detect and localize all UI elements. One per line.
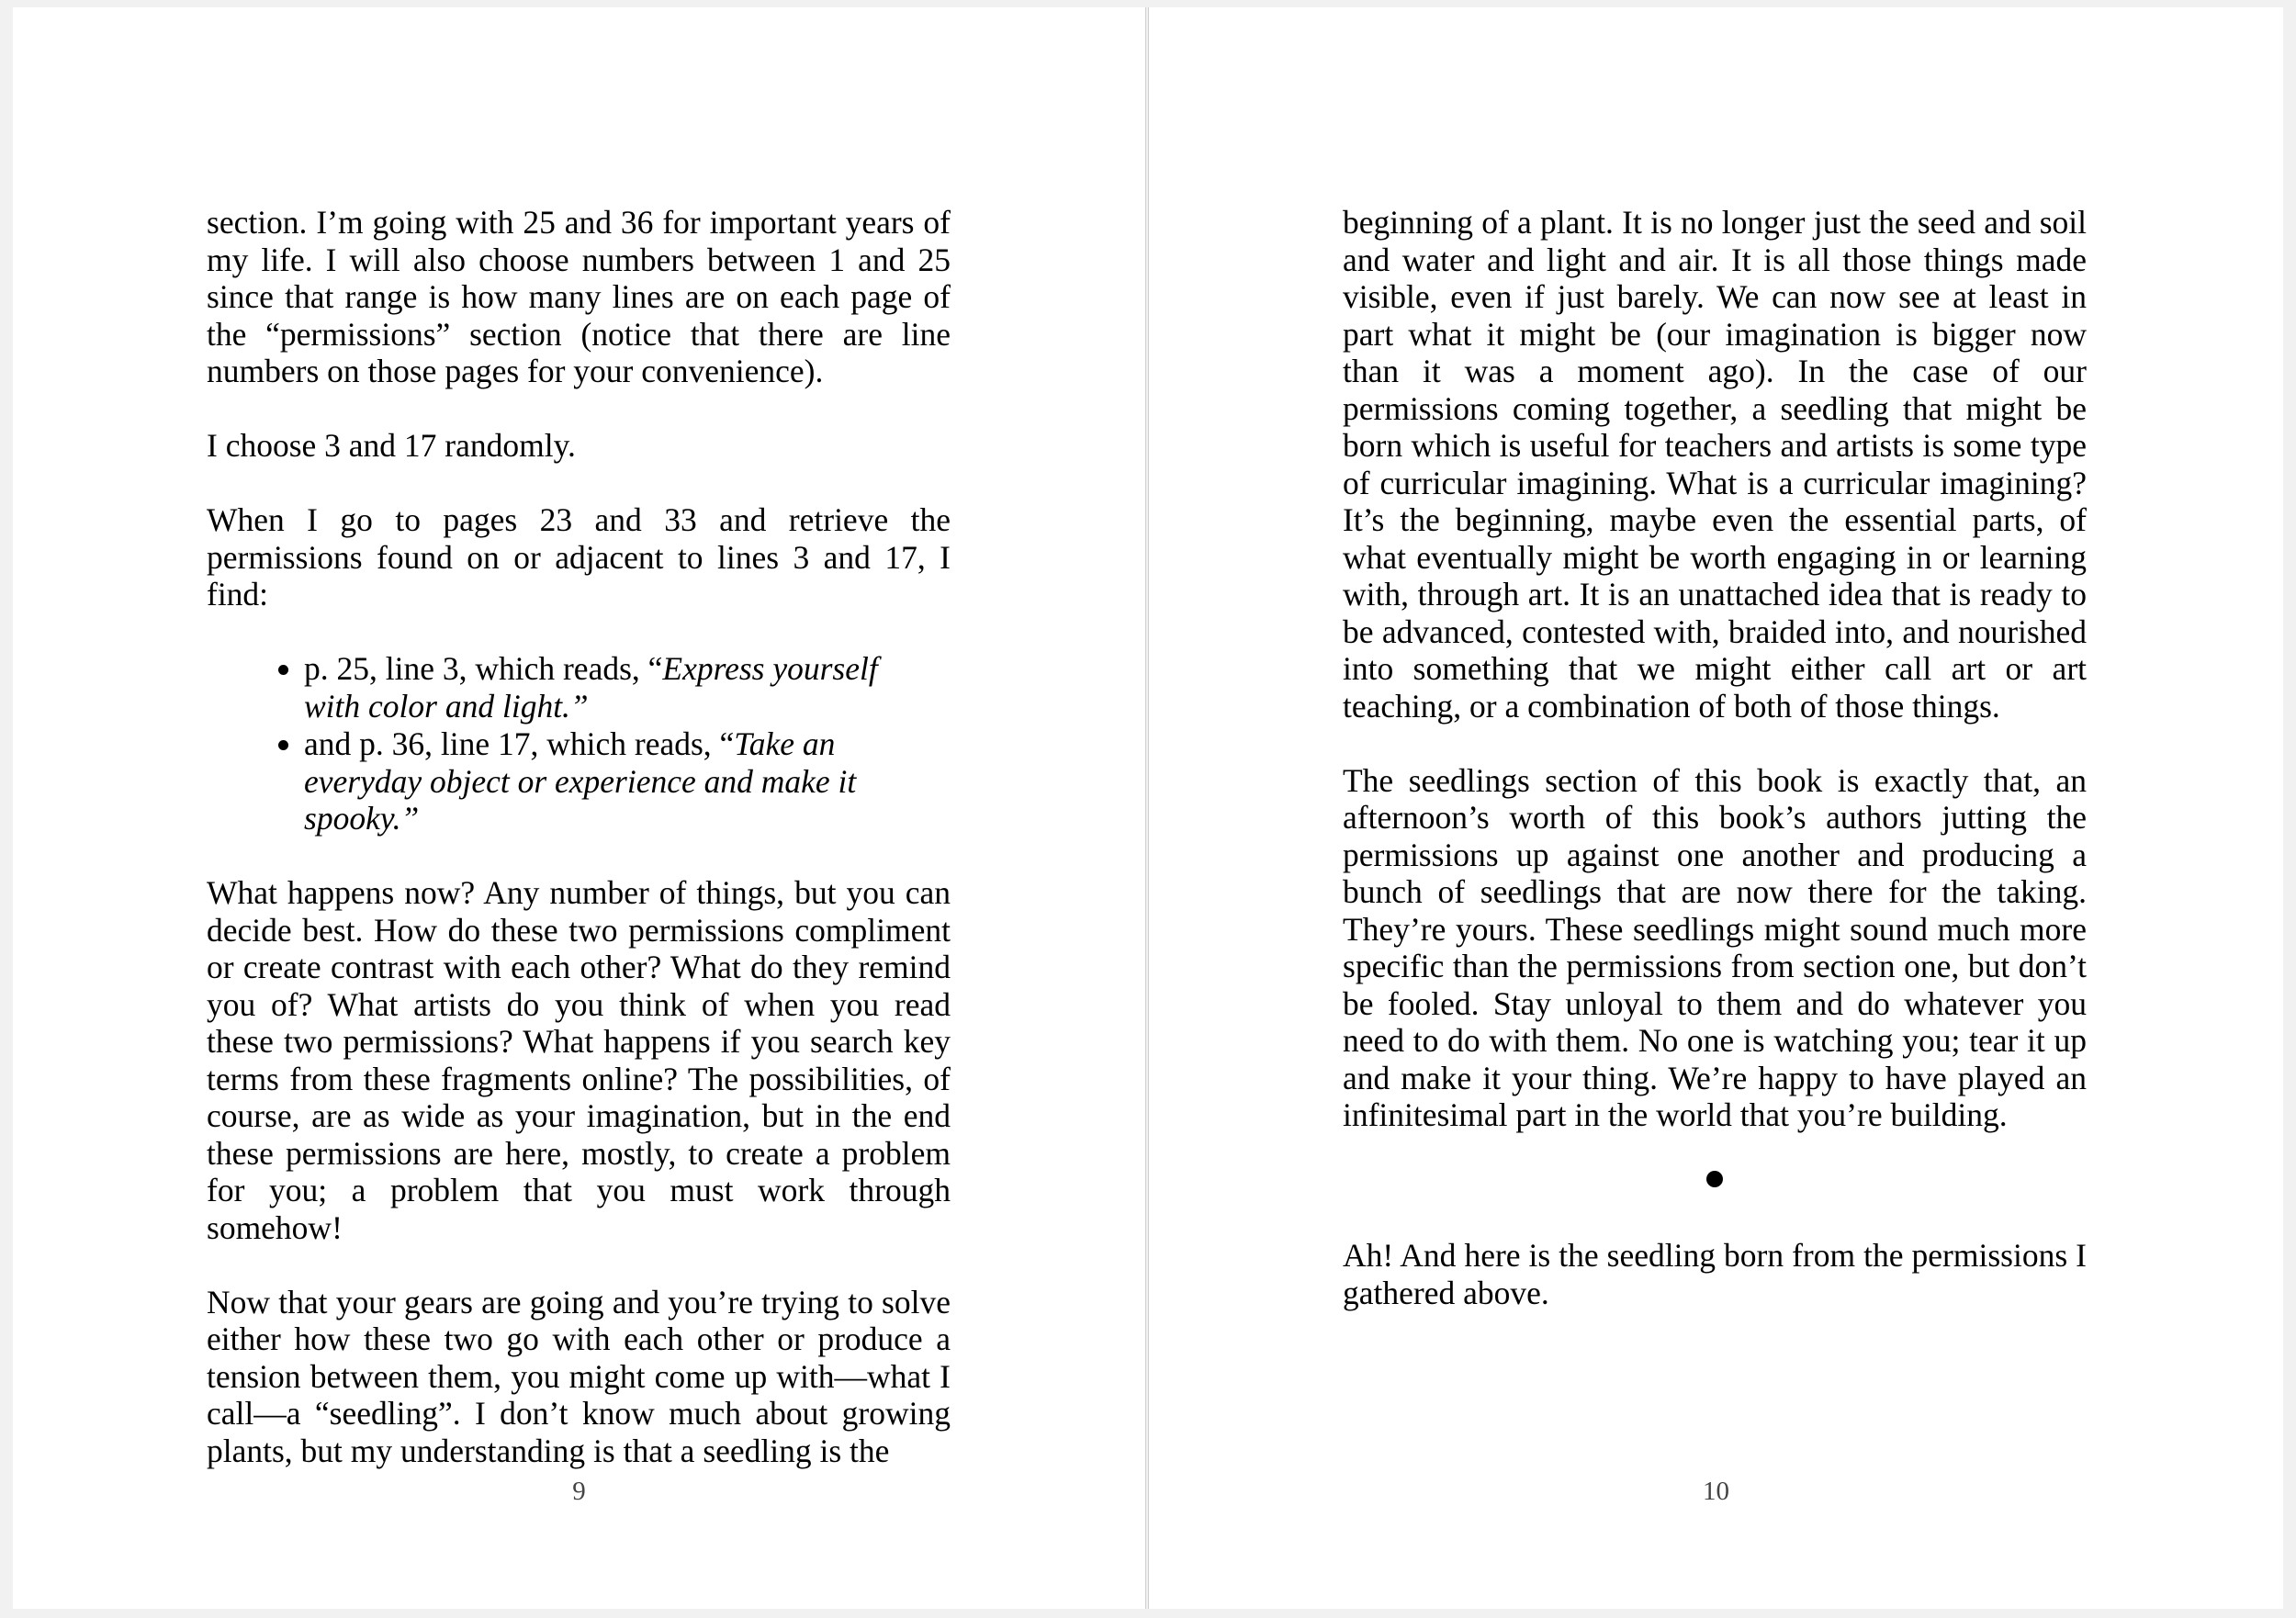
- paragraph: When I go to pages 23 and 33 and retrieve the permissions found on or adjacent to lines 3 and 17, I find:: [207, 501, 951, 612]
- list-item: [304, 650, 901, 725]
- right-page-text: [1343, 204, 2087, 1349]
- permissions-list: [207, 650, 901, 837]
- left-page-text: [207, 204, 951, 1507]
- section-separator-dot: [1706, 1171, 1723, 1187]
- left-page: [13, 7, 1146, 1609]
- paragraph: I choose 3 and 17 randomly.: [207, 427, 576, 464]
- list-item-lead: and p. 36, line 17, which reads, “: [304, 725, 735, 762]
- paragraph: section. I’m going with 25 and 36 for important years of my life. I will also choose numbers between 1 and 25 since that range is how many lines are on each page of the “permissions” section (notice that there are line numbers on those pages for your convenience).: [207, 204, 951, 389]
- list-item: [304, 725, 901, 837]
- page-number: 9: [572, 1477, 586, 1506]
- list-item-quote: Express yourself with color and light.”: [304, 650, 878, 725]
- paragraph: What happens now? Any number of things, but you can decide best. How do these two permissions compliment or create contrast with each other? What do they remind you of? What artists do you think of when you read these two permissions? What happens if you search key terms from these fragments online? The possibilities, of course, are as wide as your imagination, but in the end these permissions are here, mostly, to create a problem for you; a problem that you must work through somehow!: [207, 874, 951, 1246]
- paragraph: Ah! And here is the seedling born from the permissions I gathered above.: [1343, 1237, 2087, 1311]
- paragraph: The seedlings section of this book is exactly that, an afternoon’s worth of this book’s authors jutting the permissions up against one another and producing a bunch of seedlings that are now there for the taking. They’re yours. These seedlings might sound much more specific than the permissions from section one, but don’t be fooled. Stay unloyal to them and do whatever you need to do with them. No one is watching you; tear it up and make it your thing. We’re happy to have played an infinitesimal part in the world that you’re building.: [1343, 761, 2087, 1133]
- list-item-lead: p. 25, line 3, which reads, “: [304, 650, 663, 687]
- page-number: 10: [1703, 1477, 1729, 1506]
- right-page: [1148, 7, 2283, 1609]
- paragraph: Now that your gears are going and you’re trying to solve either how these two go with each other or produce a tension between them, you might come up with—what I call—a “seedling”. I don’t know much about growing plants, but my understanding is that a seedling is the: [207, 1283, 951, 1469]
- list-item-quote: Take an everyday object or experience and make it spooky.”: [304, 725, 857, 837]
- paragraph: beginning of a plant. It is no longer just the seed and soil and water and light and air. It is all those things made visible, even if just barely. We can now see at least in part what it might be (our imagination is bigger now than it was a moment ago). In the case of our permissions coming together, a seedling that might be born which is useful for teachers and artists is some type of curricular imagining. What is a curricular imagining? It’s the beginning, maybe even the essential parts, of what eventually might be worth engaging in or learning with, through art. It is an unattached idea that is ready to be advanced, contested with, braided into, and nourished into something that we might either call art or art teaching, or a combination of both of those things.: [1343, 204, 2087, 725]
